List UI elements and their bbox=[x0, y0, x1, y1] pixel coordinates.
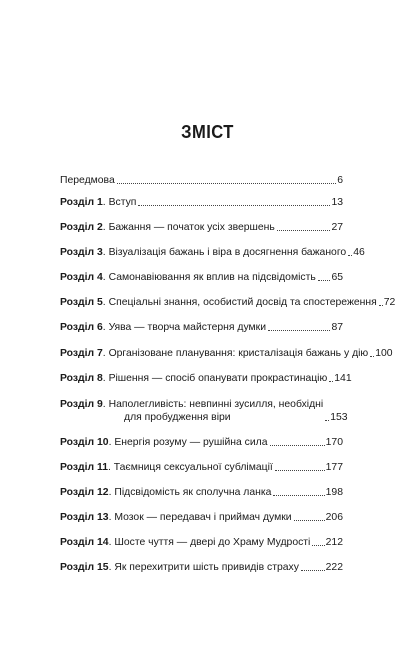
toc-entry-chapter-14 bbox=[60, 536, 343, 549]
leader-dots bbox=[379, 305, 383, 306]
leader-dots bbox=[329, 381, 333, 382]
toc-entry-title: . Самонавіювання як вплив на підсвідомість bbox=[102, 272, 316, 283]
leader-dots bbox=[318, 280, 331, 281]
toc-entry-text-block bbox=[60, 398, 323, 424]
toc-entry-page: 6 bbox=[337, 175, 343, 186]
toc-entry-chapter-3 bbox=[60, 246, 365, 259]
toc-entry-page: 206 bbox=[325, 512, 343, 523]
toc-entry-title: . Підсвідомість як сполучна ланка bbox=[108, 487, 272, 498]
toc-entry-chapter-2 bbox=[60, 221, 343, 234]
leader-dots bbox=[277, 230, 331, 231]
page-title: ЗМІСТ bbox=[181, 122, 234, 142]
leader-dots bbox=[294, 520, 325, 521]
toc-entry-chapter-11 bbox=[60, 461, 343, 474]
leader-dots bbox=[348, 255, 352, 256]
toc-entry-page: 141 bbox=[334, 373, 352, 384]
leader-dots bbox=[268, 330, 330, 331]
toc-entry-title: . Енергія розуму — рушійна сила bbox=[108, 437, 268, 448]
toc-entry-chapter-10 bbox=[60, 436, 343, 449]
leader-dots bbox=[270, 445, 325, 446]
toc-entry-number: Розділ 2 bbox=[60, 222, 103, 233]
toc-entry-number: Розділ 5 bbox=[60, 297, 103, 308]
toc-entry-title: . Уява — творча майстерня думки bbox=[102, 322, 267, 333]
leader-dots bbox=[325, 420, 329, 421]
toc-entry-page: 222 bbox=[325, 562, 343, 573]
toc-entry-number: Розділ 12 bbox=[60, 487, 109, 498]
toc-entry-number: Розділ 3 bbox=[60, 247, 103, 258]
toc-entry-number: Розділ 6 bbox=[60, 322, 103, 333]
toc-entry-title: . Вступ bbox=[102, 197, 137, 208]
toc-entry-preface bbox=[60, 174, 343, 187]
toc-entry-number: Розділ 4 bbox=[60, 272, 103, 283]
toc-entry-page: 170 bbox=[325, 437, 343, 448]
leader-dots bbox=[117, 183, 336, 184]
toc-entry-title: . Мозок — передавач і приймач думки bbox=[108, 512, 292, 523]
toc-entry-number: Розділ 13 bbox=[60, 512, 109, 523]
toc-entry-chapter-9 bbox=[60, 398, 348, 424]
toc-entry-chapter-5 bbox=[60, 296, 396, 309]
toc-entry-chapter-7 bbox=[60, 347, 393, 360]
toc-entry-page: 177 bbox=[325, 462, 343, 473]
toc-entry-chapter-12 bbox=[60, 486, 343, 499]
leader-dots bbox=[138, 205, 330, 206]
toc-entry-title: . Як перехитрити шість привидів страху bbox=[108, 562, 299, 573]
toc-entry-title: . Наполегливість: невпинні зусилля, необхідні bbox=[102, 399, 324, 410]
leader-dots bbox=[273, 495, 324, 496]
toc-entry-number: Розділ 11 bbox=[60, 462, 108, 473]
toc-entry-number: Розділ 1 bbox=[60, 197, 103, 208]
toc-entry-number: Розділ 15 bbox=[60, 562, 109, 573]
toc-entry-title: . Організоване планування: кристалізація бажань у дію bbox=[102, 348, 369, 359]
leader-dots bbox=[275, 470, 325, 471]
toc-entry-page: 27 bbox=[331, 222, 343, 233]
toc-entry-title: . Візуалізація бажань і віра в досягнення бажаного bbox=[102, 247, 347, 258]
toc-entry-chapter-6 bbox=[60, 321, 343, 334]
toc-entry-chapter-15 bbox=[60, 561, 343, 574]
toc-entry-number: Розділ 8 bbox=[60, 373, 103, 384]
toc-entry-page: 198 bbox=[325, 487, 343, 498]
leader-dots bbox=[301, 570, 325, 571]
toc-entry-title: Передмова bbox=[60, 175, 115, 186]
toc-entry-page: 153 bbox=[330, 412, 348, 423]
toc-entry-number: Розділ 14 bbox=[60, 537, 109, 548]
toc-entry-title: . Рішення — спосіб опанувати прокрастинацію bbox=[102, 373, 328, 384]
toc-entry-title-continued: для пробудження віри bbox=[124, 412, 231, 423]
toc-entry-title: . Шосте чуття — двері до Храму Мудрості bbox=[108, 537, 311, 548]
toc-entry-title: . Бажання — початок усіх звершень bbox=[102, 222, 275, 233]
toc-entry-chapter-1 bbox=[60, 196, 343, 209]
toc-entry-number: Розділ 10 bbox=[60, 437, 109, 448]
toc-entry-number: Розділ 9 bbox=[60, 399, 103, 410]
toc-entry-page: 100 bbox=[375, 348, 393, 359]
toc-entry-title: . Спеціальні знання, особистий досвід та спостереження bbox=[102, 297, 377, 308]
toc-entry-page: 212 bbox=[325, 537, 343, 548]
toc-entry-page: 65 bbox=[331, 272, 343, 283]
leader-dots bbox=[370, 356, 374, 357]
toc-entry-page: 13 bbox=[331, 197, 343, 208]
leader-dots bbox=[312, 545, 324, 546]
toc-entry-chapter-8 bbox=[60, 372, 352, 385]
toc-entry-page: 87 bbox=[331, 322, 343, 333]
toc-entry-page: 72 bbox=[383, 297, 396, 308]
toc-entry-number: Розділ 7 bbox=[60, 348, 103, 359]
toc-entry-chapter-4 bbox=[60, 271, 343, 284]
toc-entry-title: . Таємниця сексуальної сублімації bbox=[108, 462, 273, 473]
toc-entry-page: 46 bbox=[353, 247, 365, 258]
toc-entry-chapter-13 bbox=[60, 511, 343, 524]
